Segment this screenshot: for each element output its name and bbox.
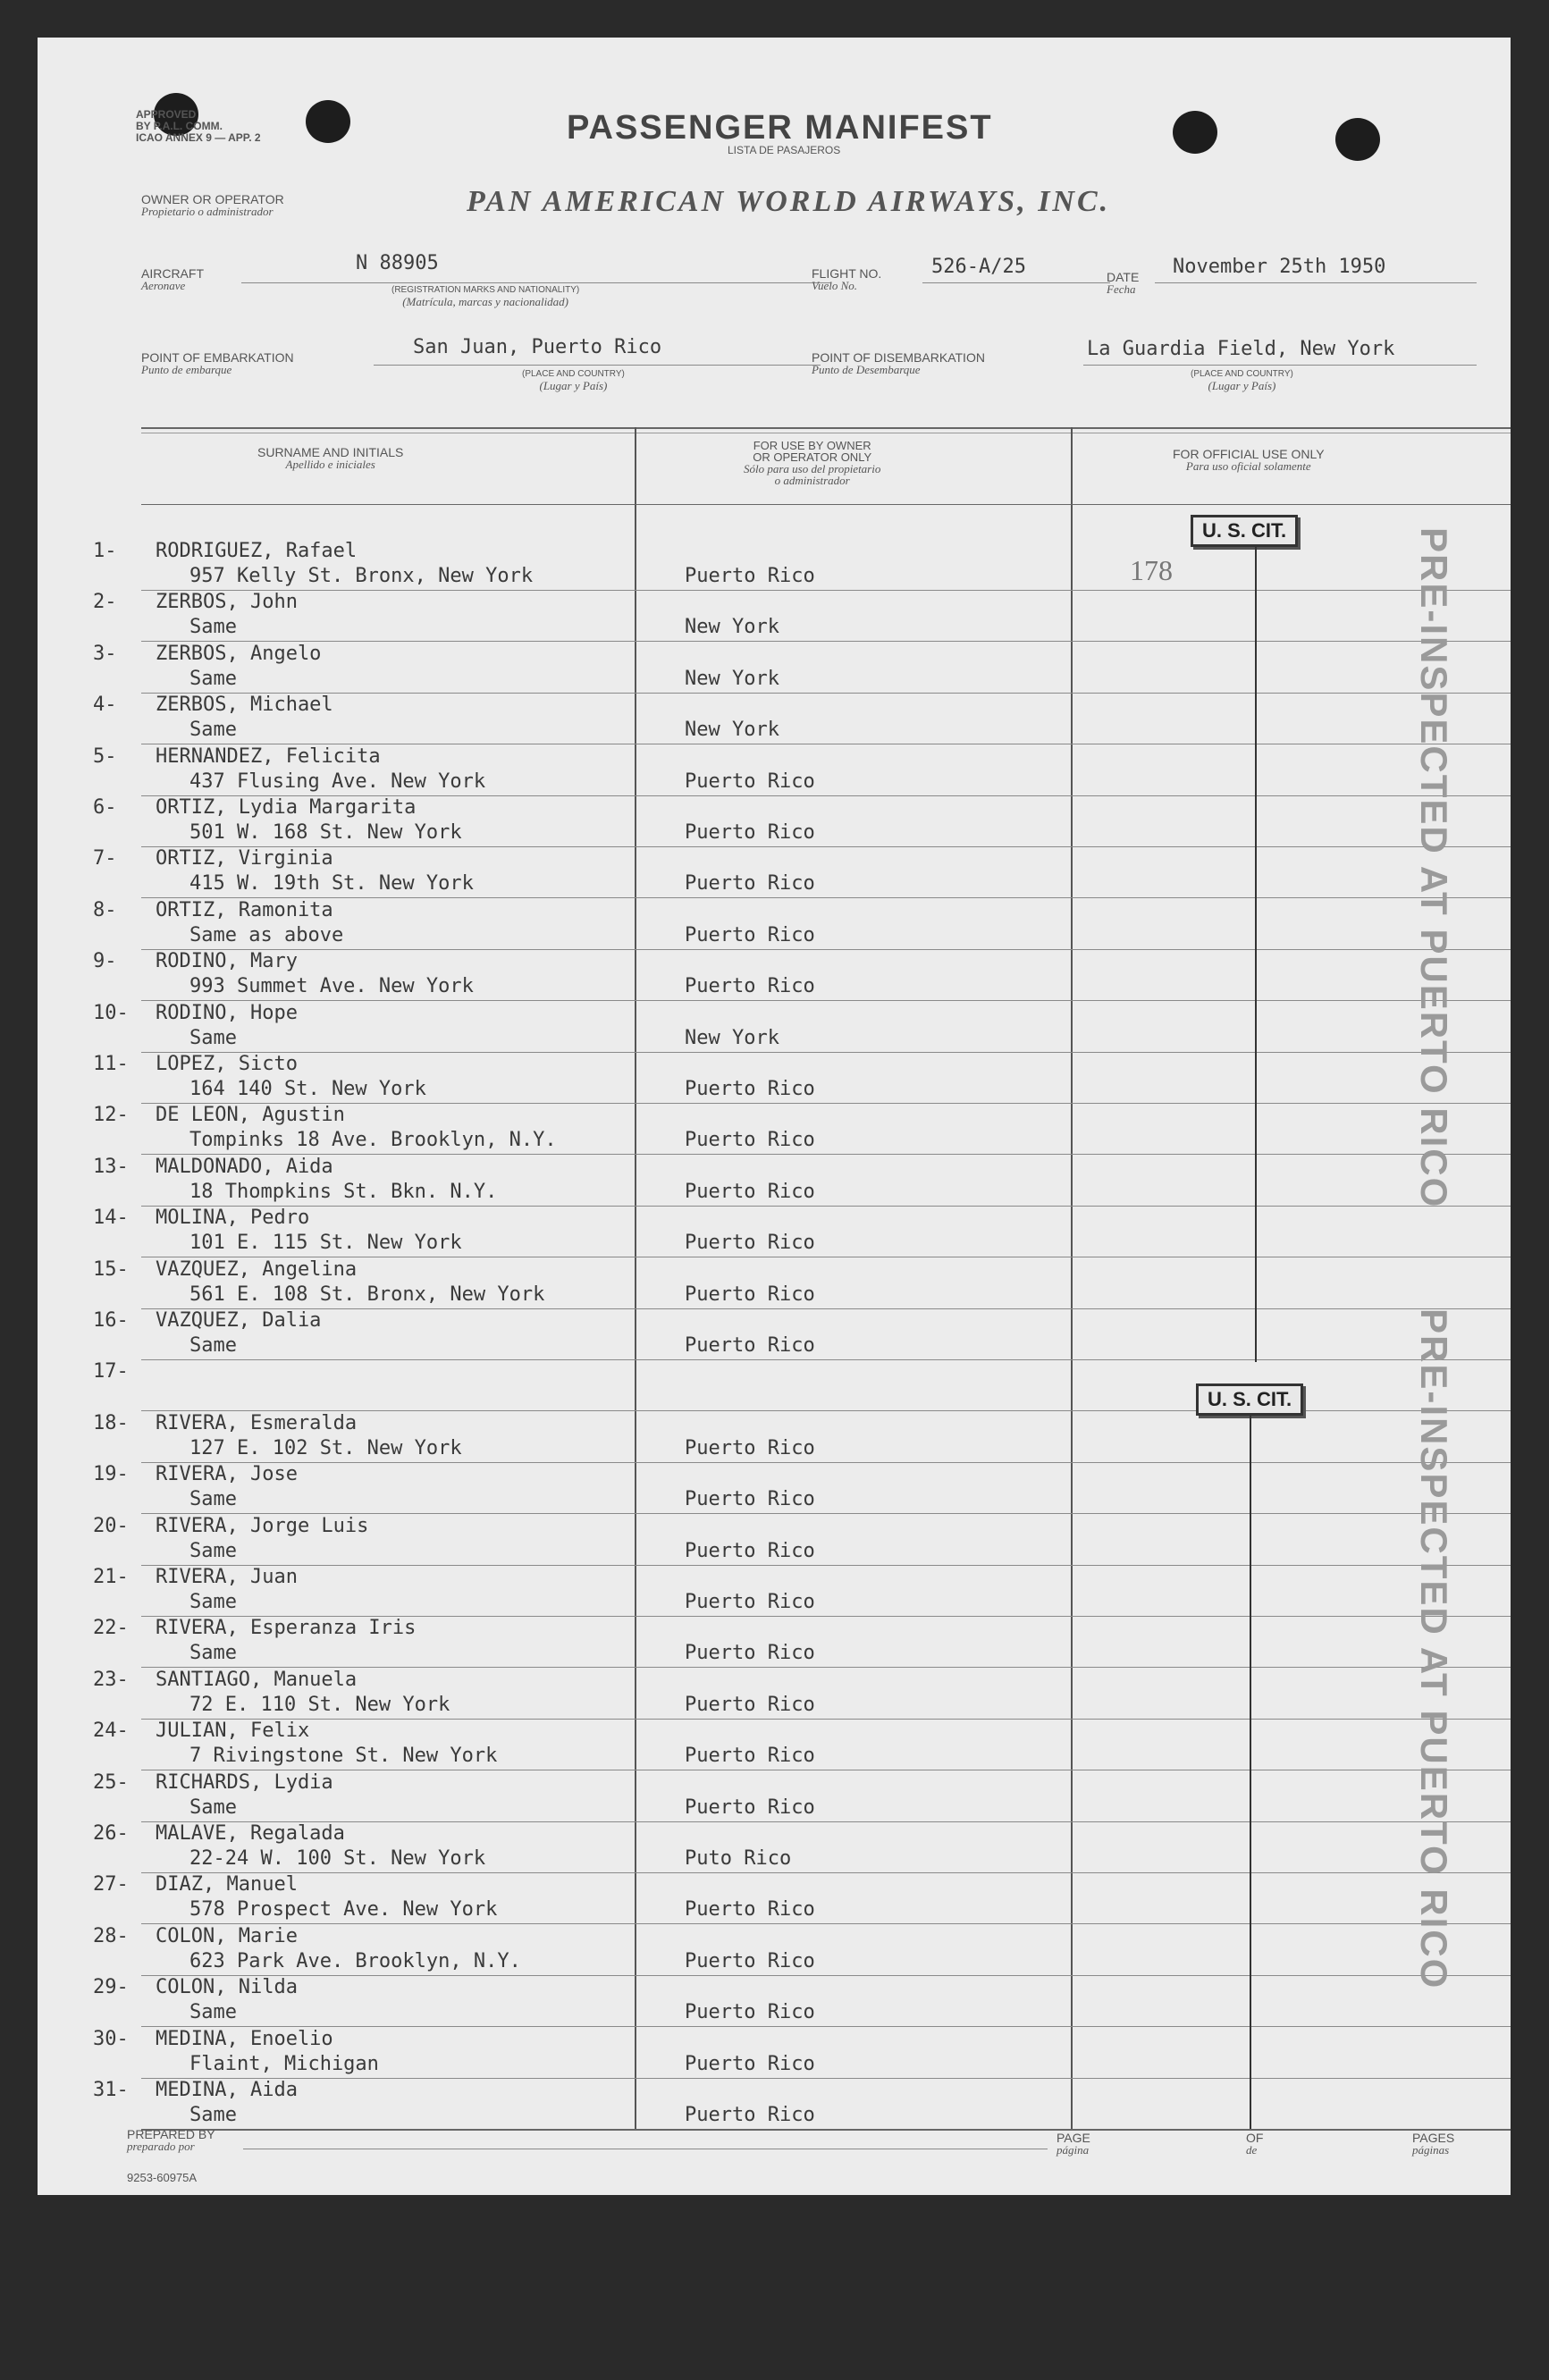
- owner-label-en: OWNER OR OPERATOR: [141, 192, 284, 206]
- column-header-official-es: Para uso oficial solamente: [1185, 459, 1311, 473]
- passenger-origin: Puerto Rico: [685, 1232, 815, 1254]
- table-row: [38, 1207, 1511, 1258]
- embark-label-en: POINT OF EMBARKATION: [141, 350, 294, 365]
- embark-value: San Juan, Puerto Rico: [413, 336, 662, 358]
- passenger-name: RODINO, Hope: [156, 1002, 298, 1024]
- passenger-address: 18 Thompkins St. Bkn. N.Y.: [189, 1181, 498, 1203]
- table-row: [38, 1822, 1511, 1874]
- flight-label: [812, 268, 881, 291]
- table-row: [38, 591, 1511, 643]
- aircraft-label-es: Aeronave: [141, 279, 186, 292]
- passenger-origin: Puto Rico: [685, 1847, 792, 1870]
- row-number: 4-: [93, 694, 117, 716]
- passenger-name: RODINO, Mary: [156, 950, 298, 972]
- punch-hole: [306, 100, 350, 143]
- passenger-address: 7 Rivingstone St. New York: [189, 1745, 498, 1767]
- table-row: [38, 1002, 1511, 1054]
- passenger-name: RODRIGUEZ, Rafael: [156, 540, 358, 562]
- table-row: [38, 1053, 1511, 1105]
- passenger-origin: Puerto Rico: [685, 1642, 815, 1664]
- table-row: [38, 1566, 1511, 1618]
- row-number: 22-: [93, 1617, 129, 1639]
- passenger-address: 501 W. 168 St. New York: [189, 821, 462, 844]
- passenger-name: COLON, Nilda: [156, 1976, 298, 1998]
- row-number: 21-: [93, 1566, 129, 1588]
- passenger-origin: Puerto Rico: [685, 1591, 815, 1613]
- column-header-official: [1173, 449, 1325, 472]
- passenger-origin: New York: [685, 719, 779, 741]
- aircraft-label: [141, 268, 204, 291]
- embark-caption-es: (Lugar y País): [539, 379, 608, 392]
- passenger-origin: New York: [685, 668, 779, 690]
- passenger-address: 164 140 St. New York: [189, 1078, 426, 1100]
- passenger-origin: Puerto Rico: [685, 1129, 815, 1151]
- passenger-origin: New York: [685, 1027, 779, 1049]
- row-number: 13-: [93, 1156, 129, 1178]
- row-rule: [141, 641, 1511, 642]
- row-number: 19-: [93, 1463, 129, 1485]
- passenger-address: 22-24 W. 100 St. New York: [189, 1847, 486, 1870]
- row-rule: [141, 1667, 1511, 1668]
- table-row: [38, 694, 1511, 745]
- passenger-address: Same: [189, 1540, 237, 1562]
- pre-inspected-stamp: PRE-INSPECTED AT PUERTO RICO: [1413, 527, 1455, 1209]
- pages-label-en: PAGES: [1412, 2131, 1455, 2145]
- bracket-line: [1255, 547, 1257, 1362]
- passenger-name: MALAVE, Regalada: [156, 1822, 345, 1845]
- table-row: [38, 1873, 1511, 1925]
- header-bottom-rule: [141, 504, 1511, 505]
- passenger-address: 437 Flusing Ave. New York: [189, 770, 486, 793]
- passenger-origin: Puerto Rico: [685, 1950, 815, 1972]
- passenger-address: 957 Kelly St. Bronx, New York: [189, 565, 534, 587]
- row-number: 26-: [93, 1822, 129, 1845]
- passenger-address: 578 Prospect Ave. New York: [189, 1898, 498, 1921]
- passenger-origin: Puerto Rico: [685, 1745, 815, 1767]
- aircraft-caption-en: (REGISTRATION MARKS AND NATIONALITY): [391, 285, 580, 295]
- passenger-name: RIVERA, Esmeralda: [156, 1412, 358, 1434]
- date-label-en: DATE: [1107, 270, 1140, 284]
- row-number: 31-: [93, 2079, 129, 2101]
- us-citizen-stamp: U. S. CIT.: [1196, 1383, 1303, 1416]
- row-rule: [141, 1513, 1511, 1514]
- passenger-origin: Puerto Rico: [685, 2104, 815, 2126]
- table-row: [38, 1412, 1511, 1464]
- table-top-border: [141, 427, 1511, 429]
- prepared-by-es: preparado por: [127, 2140, 195, 2153]
- passenger-name: LOPEZ, Sicto: [156, 1053, 298, 1075]
- passenger-origin: Puerto Rico: [685, 565, 815, 587]
- passenger-name: ZERBOS, Michael: [156, 694, 333, 716]
- passenger-address: Flaint, Michigan: [189, 2053, 379, 2075]
- table-row: [38, 1720, 1511, 1771]
- column-header-owner: [744, 440, 880, 486]
- row-number: 30-: [93, 2028, 129, 2050]
- row-number: 28-: [93, 1925, 129, 1947]
- passenger-origin: Puerto Rico: [685, 1283, 815, 1306]
- row-number: 24-: [93, 1720, 129, 1742]
- date-label-es: Fecha: [1107, 282, 1136, 296]
- passenger-name: MOLINA, Pedro: [156, 1207, 310, 1229]
- column-header-surname-es: Apellido e iniciales: [285, 458, 375, 471]
- flight-label-es: Vuelo No.: [812, 279, 858, 292]
- row-number: 2-: [93, 591, 117, 613]
- embark-caption-en: (PLACE AND COUNTRY): [522, 369, 625, 379]
- table-row: [38, 745, 1511, 797]
- passenger-origin: Puerto Rico: [685, 975, 815, 997]
- passenger-address: 127 E. 102 St. New York: [189, 1437, 462, 1459]
- table-row: [38, 1104, 1511, 1156]
- passenger-origin: Puerto Rico: [685, 821, 815, 844]
- page-label-es: página: [1057, 2143, 1090, 2157]
- flight-label-en: FLIGHT NO.: [812, 266, 882, 281]
- owner-label-es: Propietario o administrador: [141, 205, 274, 218]
- passenger-name: DIAZ, Manuel: [156, 1873, 298, 1896]
- table-row: [38, 2079, 1511, 2131]
- disembark-caption-en: (PLACE AND COUNTRY): [1191, 369, 1293, 379]
- column-header-surname: [257, 447, 403, 470]
- table-row: [38, 1925, 1511, 1977]
- passenger-name: ZERBOS, John: [156, 591, 298, 613]
- table-row: [38, 847, 1511, 899]
- row-number: 11-: [93, 1053, 129, 1075]
- row-number: 25-: [93, 1771, 129, 1794]
- punch-hole: [1335, 118, 1380, 161]
- passenger-address: Same: [189, 1796, 237, 1819]
- approval-note: [136, 109, 261, 144]
- row-rule: [141, 1000, 1511, 1001]
- column-header-owner-line2: OR OPERATOR ONLY: [753, 450, 872, 464]
- punch-hole: [1173, 111, 1217, 154]
- aircraft-caption: [391, 284, 579, 307]
- disembark-label: [812, 352, 985, 375]
- row-number: 29-: [93, 1976, 129, 1998]
- passenger-address: Same: [189, 1334, 237, 1357]
- passenger-origin: Puerto Rico: [685, 872, 815, 895]
- passenger-address: Same: [189, 616, 237, 638]
- disembark-caption: [1191, 368, 1293, 391]
- bracket-line: [1250, 1414, 1251, 2129]
- passenger-name: RIVERA, Jorge Luis: [156, 1515, 369, 1537]
- column-header-owner-line1: FOR USE BY OWNER: [753, 439, 871, 452]
- approval-line: APPROVED: [136, 108, 197, 121]
- row-number: 27-: [93, 1873, 129, 1896]
- table-row: [38, 643, 1511, 694]
- us-citizen-stamp: U. S. CIT.: [1191, 515, 1298, 547]
- owner-label: [141, 194, 284, 217]
- aircraft-label-en: AIRCRAFT: [141, 266, 204, 281]
- row-rule: [141, 897, 1511, 898]
- row-number: 16-: [93, 1309, 129, 1332]
- of-label: [1246, 2132, 1263, 2156]
- disembark-label-es: Punto de Desembarque: [812, 363, 921, 376]
- table-row: [38, 950, 1511, 1002]
- passenger-name: COLON, Marie: [156, 1925, 298, 1947]
- row-number: 23-: [93, 1669, 129, 1691]
- page-title: PASSENGER MANIFEST: [567, 109, 993, 147]
- page-title-es: LISTA DE PASAJEROS: [728, 144, 841, 156]
- passenger-address: Tompinks 18 Ave. Brooklyn, N.Y.: [189, 1129, 557, 1151]
- passenger-name: SANTIAGO, Manuela: [156, 1669, 358, 1691]
- date-underline: [1155, 282, 1477, 283]
- passenger-address: 415 W. 19th St. New York: [189, 872, 474, 895]
- form-number: 9253-60975A: [127, 2171, 198, 2184]
- table-row: [38, 1463, 1511, 1515]
- handwritten-number: 178: [1130, 554, 1173, 586]
- passenger-address: Same: [189, 668, 237, 690]
- passenger-name: VAZQUEZ, Dalia: [156, 1309, 322, 1332]
- pre-inspected-stamp: PRE-INSPECTED AT PUERTO RICO: [1413, 1308, 1455, 1990]
- passenger-origin: New York: [685, 616, 779, 638]
- flight-value: 526-A/25: [931, 256, 1026, 278]
- passenger-name: ORTIZ, Ramonita: [156, 899, 333, 921]
- column-header-official-en: FOR OFFICIAL USE ONLY: [1173, 447, 1325, 461]
- embark-label-es: Punto de embarque: [141, 363, 232, 376]
- table-row: [38, 540, 1511, 592]
- passenger-origin: Puerto Rico: [685, 1694, 815, 1716]
- column-header-surname-en: SURNAME AND INITIALS: [257, 445, 404, 459]
- table-row: [38, 1309, 1511, 1361]
- passenger-origin: Puerto Rico: [685, 924, 815, 946]
- passenger-name: JULIAN, Felix: [156, 1720, 310, 1742]
- passenger-origin: Puerto Rico: [685, 2001, 815, 2023]
- passenger-address: Same: [189, 1591, 237, 1613]
- row-number: 7-: [93, 847, 117, 870]
- passenger-name: RIVERA, Juan: [156, 1566, 298, 1588]
- column-header-owner-es2: o administrador: [774, 474, 850, 487]
- passenger-origin: Puerto Rico: [685, 1078, 815, 1100]
- page-label: [1057, 2132, 1090, 2156]
- embark-caption: [522, 368, 625, 391]
- flight-underline: [922, 282, 1110, 283]
- passenger-name: ORTIZ, Virginia: [156, 847, 333, 870]
- owner-value: PAN AMERICAN WORLD AIRWAYS, INC.: [467, 185, 1111, 218]
- aircraft-underline: [241, 282, 831, 283]
- passenger-name: HERNANDEZ, Felicita: [156, 745, 381, 768]
- table-row: [38, 1669, 1511, 1720]
- table-row: [38, 1515, 1511, 1567]
- passenger-address: 561 E. 108 St. Bronx, New York: [189, 1283, 545, 1306]
- disembark-label-en: POINT OF DISEMBARKATION: [812, 350, 985, 365]
- passenger-name: ORTIZ, Lydia Margarita: [156, 796, 417, 819]
- aircraft-value: N 88905: [356, 252, 439, 274]
- row-number: 20-: [93, 1515, 129, 1537]
- passenger-origin: Puerto Rico: [685, 1334, 815, 1357]
- manifest-sheet: [38, 38, 1511, 2195]
- embark-underline: [374, 365, 821, 366]
- passenger-origin: Puerto Rico: [685, 1437, 815, 1459]
- row-rule: [141, 2026, 1511, 2027]
- row-number: 9-: [93, 950, 117, 972]
- row-number: 17-: [93, 1360, 129, 1383]
- approval-line: ICAO ANNEX 9 — APP. 2: [136, 131, 261, 144]
- passenger-origin: Puerto Rico: [685, 1796, 815, 1819]
- row-rule: [141, 1154, 1511, 1155]
- pages-label: [1412, 2132, 1454, 2156]
- prepared-by-en: PREPARED BY: [127, 2127, 215, 2141]
- of-label-es: de: [1246, 2143, 1258, 2157]
- prepared-by-label: [127, 2129, 215, 2152]
- passenger-name: VAZQUEZ, Angelina: [156, 1258, 358, 1281]
- date-value: November 25th 1950: [1173, 256, 1386, 278]
- passenger-name: MEDINA, Aida: [156, 2079, 298, 2101]
- disembark-underline: [1083, 365, 1477, 366]
- passenger-address: Same: [189, 2104, 237, 2126]
- passenger-name: RIVERA, Jose: [156, 1463, 298, 1485]
- table-row: [38, 1617, 1511, 1669]
- table-row: [38, 1976, 1511, 2028]
- footer-top-rule: [141, 2129, 1511, 2131]
- passenger-origin: Puerto Rico: [685, 1540, 815, 1562]
- row-rule: [141, 1923, 1511, 1924]
- passenger-address: 623 Park Ave. Brooklyn, N.Y.: [189, 1950, 521, 1972]
- passenger-name: RICHARDS, Lydia: [156, 1771, 333, 1794]
- passenger-name: DE LEON, Agustin: [156, 1104, 345, 1126]
- row-number: 8-: [93, 899, 117, 921]
- table-row: [38, 1771, 1511, 1823]
- row-number: 1-: [93, 540, 117, 562]
- table-row: [38, 2028, 1511, 2080]
- table-row: [38, 796, 1511, 848]
- disembark-caption-es: (Lugar y País): [1208, 379, 1276, 392]
- table-row: [38, 1156, 1511, 1207]
- passenger-address: 101 E. 115 St. New York: [189, 1232, 462, 1254]
- disembark-value: La Guardia Field, New York: [1087, 338, 1395, 360]
- passenger-address: Same: [189, 2001, 237, 2023]
- table-row: [38, 1258, 1511, 1310]
- passenger-name: ZERBOS, Angelo: [156, 643, 322, 665]
- row-number: 6-: [93, 796, 117, 819]
- row-rule: [141, 1410, 1511, 1411]
- embark-label: [141, 352, 294, 375]
- passenger-address: Same: [189, 1642, 237, 1664]
- row-number: 10-: [93, 1002, 129, 1024]
- date-label: [1107, 272, 1139, 295]
- passenger-address: Same as above: [189, 924, 344, 946]
- of-label-en: OF: [1246, 2131, 1264, 2145]
- passenger-address: Same: [189, 1027, 237, 1049]
- passenger-address: Same: [189, 1488, 237, 1510]
- passenger-name: MALDONADO, Aida: [156, 1156, 333, 1178]
- pages-label-es: páginas: [1412, 2143, 1450, 2157]
- passenger-origin: Puerto Rico: [685, 2053, 815, 2075]
- row-number: 15-: [93, 1258, 129, 1281]
- row-number: 14-: [93, 1207, 129, 1229]
- passenger-origin: Puerto Rico: [685, 1488, 815, 1510]
- row-number: 12-: [93, 1104, 129, 1126]
- table-row: [38, 899, 1511, 951]
- passenger-name: RIVERA, Esperanza Iris: [156, 1617, 417, 1639]
- row-number: 3-: [93, 643, 117, 665]
- passenger-name: MEDINA, Enoelio: [156, 2028, 333, 2050]
- approval-line: BY P.A.L. COMM.: [136, 120, 223, 132]
- passenger-origin: Puerto Rico: [685, 1181, 815, 1203]
- aircraft-caption-es: (Matrícula, marcas y nacionalidad): [402, 295, 569, 308]
- column-header-owner-es1: Sólo para uso del propietario: [744, 462, 881, 475]
- row-number: 5-: [93, 745, 117, 768]
- passenger-address: 993 Summet Ave. New York: [189, 975, 474, 997]
- passenger-origin: Puerto Rico: [685, 1898, 815, 1921]
- passenger-address: 72 E. 110 St. New York: [189, 1694, 450, 1716]
- passenger-origin: Puerto Rico: [685, 770, 815, 793]
- row-number: 18-: [93, 1412, 129, 1434]
- passenger-address: Same: [189, 719, 237, 741]
- page-label-en: PAGE: [1057, 2131, 1090, 2145]
